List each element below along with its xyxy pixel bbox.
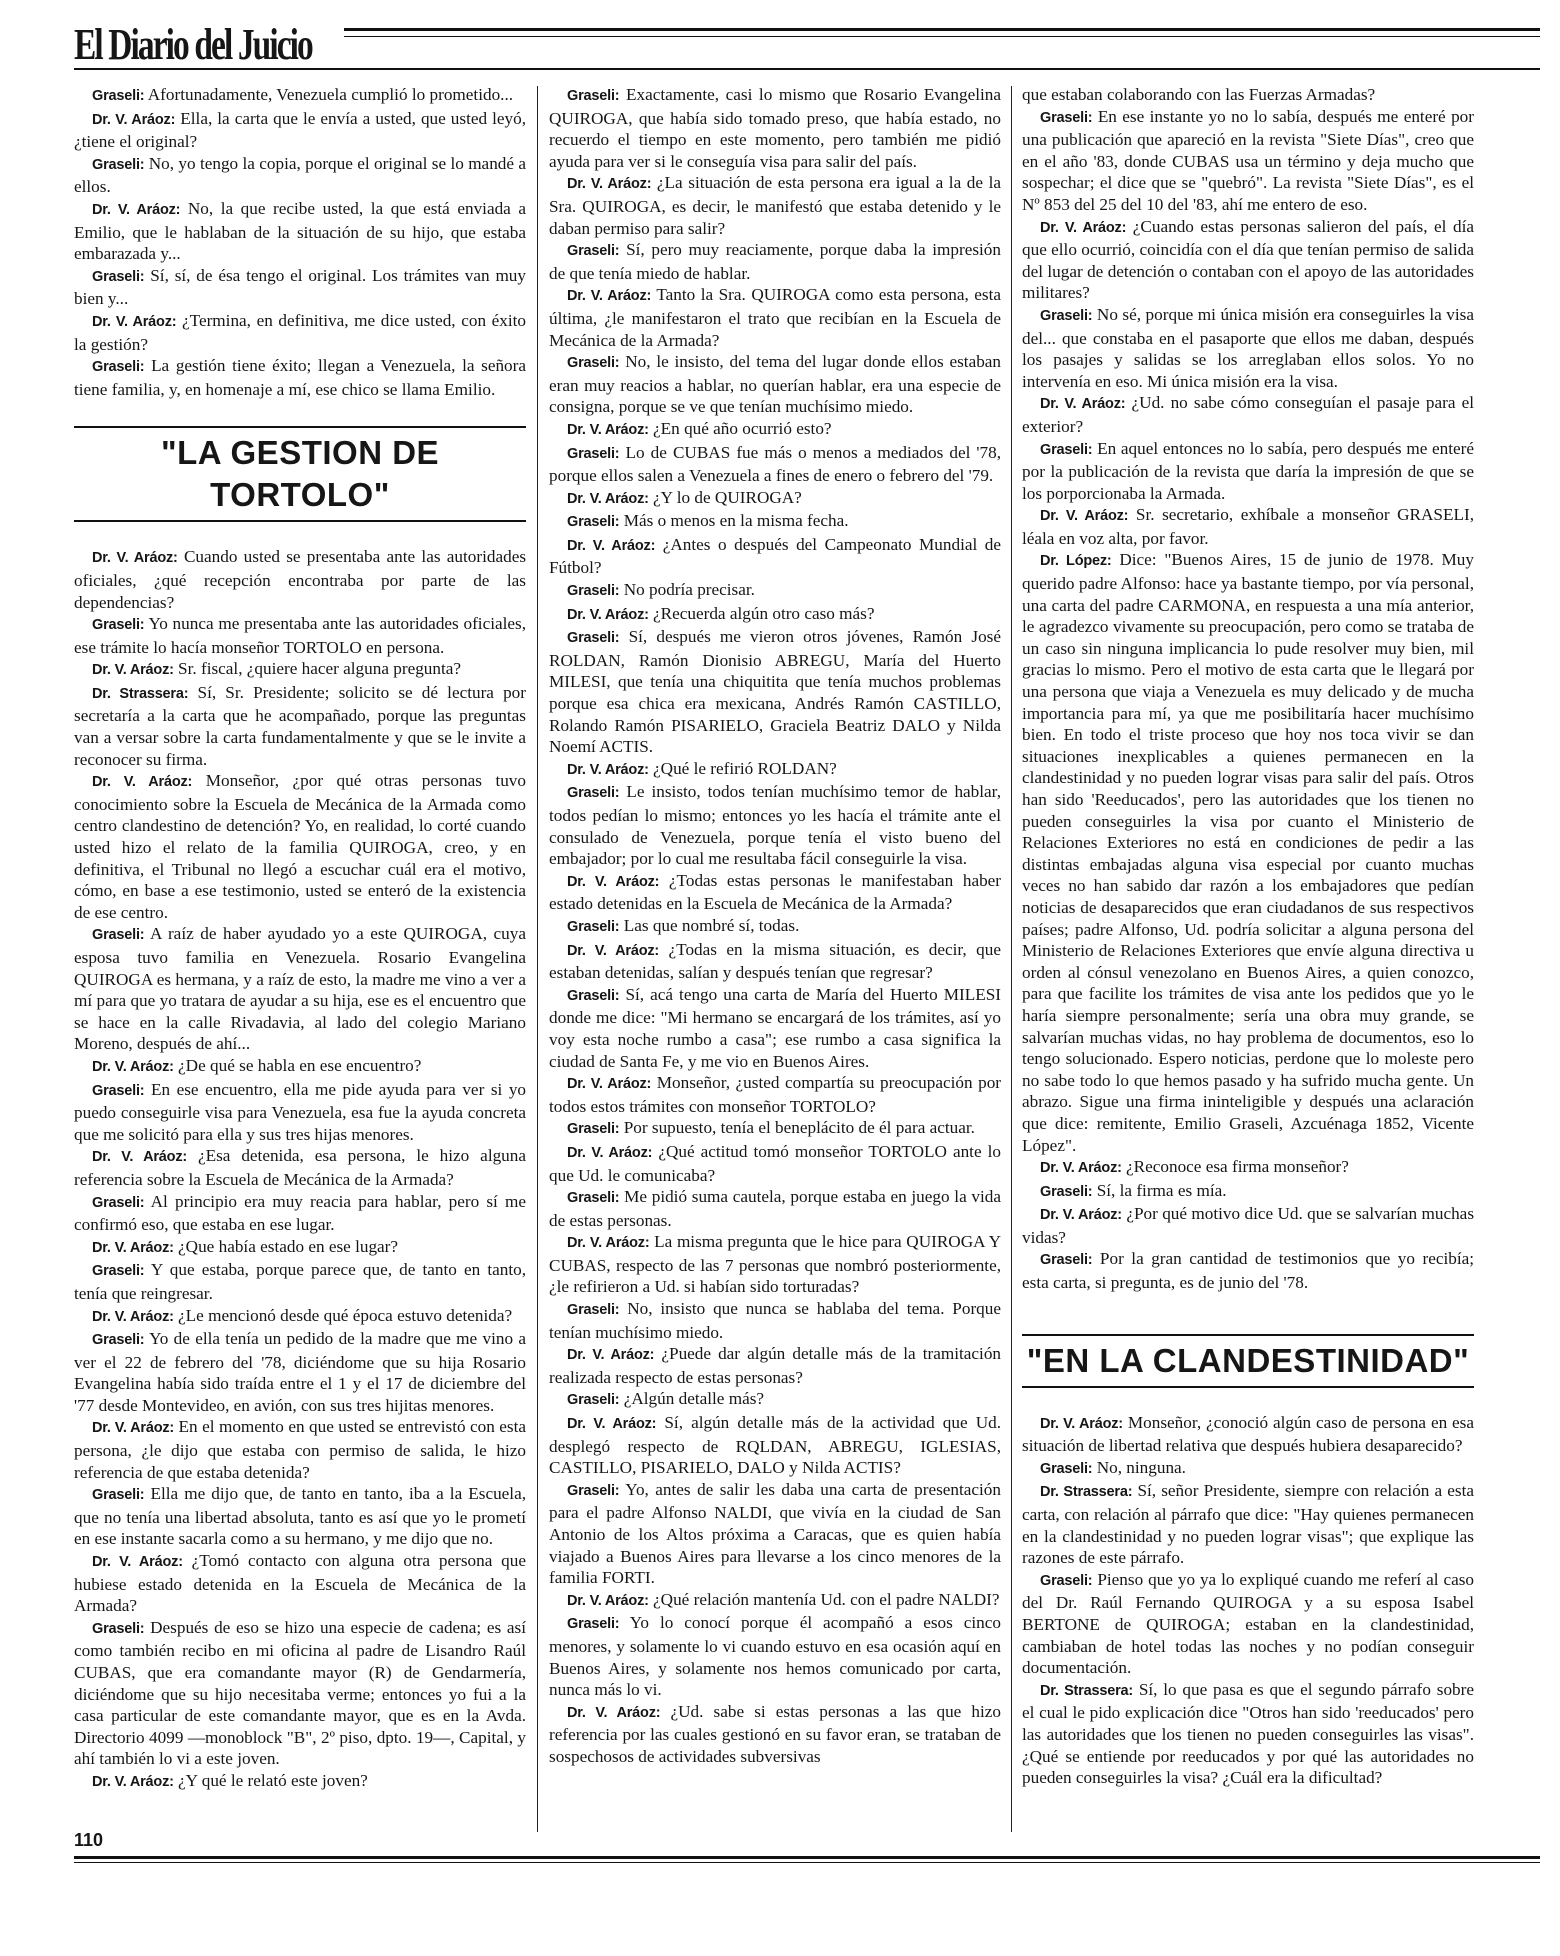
testimony-paragraph bbox=[549, 579, 1001, 603]
section-heading bbox=[1022, 1334, 1474, 1388]
speaker-label: Dr. V. Aráoz: bbox=[92, 201, 181, 218]
speaker-label: Graseli: bbox=[567, 1302, 620, 1319]
paragraph-text: Sí, pero muy reaciamente, porque daba la impresión de que tenía miedo de hablar. bbox=[549, 240, 1001, 283]
text-column-3 bbox=[1022, 84, 1474, 1789]
paragraph-text: ¿Ud. sabe si estas personas a las que hizo referencia por las cuales gestionó en su favor eran, se trataban de sospechosos de actividades subversivas bbox=[549, 1701, 1001, 1766]
speaker-label: Graseli: bbox=[1040, 441, 1093, 458]
paragraph-text: Ella me dijo que, de tanto en tanto, iba a la Escuela, que no tenía una libertad absoluta, tanto es así que yo le prometí en ese instante sacarla como a su hermano, y me dijo que no. bbox=[74, 1484, 526, 1549]
testimony-paragraph bbox=[74, 1079, 526, 1146]
testimony-paragraph bbox=[1022, 438, 1474, 505]
speaker-label: Graseli: bbox=[567, 445, 620, 462]
testimony-paragraph bbox=[1022, 1156, 1474, 1180]
speaker-label: Dr. V. Aráoz: bbox=[92, 1239, 174, 1256]
speaker-label: Dr. V. Aráoz: bbox=[92, 111, 176, 128]
testimony-paragraph bbox=[74, 546, 526, 613]
paragraph-text: Sí, algún detalle más de la actividad que Ud. desplegó respecto de RQLDAN, ABREGU, IGLESIAS, CASTILLO, PISARIELO, DALO y Nilda ACTIS? bbox=[549, 1413, 1002, 1478]
testimony-paragraph bbox=[74, 1770, 526, 1794]
speaker-label: Dr. V. Aráoz: bbox=[567, 490, 649, 507]
speaker-label: Graseli: bbox=[92, 927, 145, 944]
paragraph-text: Sí, Sr. Presidente; solicito se dé lectura por secretaría a la carta que he acompañado, porque las preguntas van a versar sobre la carta fundamentalmente y que se le invite a reconocer su firma. bbox=[74, 682, 526, 769]
speaker-label: Dr. V. Aráoz: bbox=[567, 1076, 652, 1093]
paragraph-text: No, la que recibe usted, la que está enviada a Emilio, que le hablaban de la situación de su hijo, que estaba embarazada y... bbox=[74, 198, 526, 264]
paragraph-text: A raíz de haber ayudado yo a este QUIROGA, cuya esposa tuvo familia en Venezuela. Rosario Evangelina QUIROGA es hermana, y a raíz de esto, la madre me vino a ver a mí para que yo tratara de ayudar a su hija, ese es el encuentro que se hace en la calle Rivadavia, al lado del colegio Mariano Moreno, después de ahí... bbox=[74, 924, 526, 1054]
testimony-paragraph bbox=[549, 1231, 1001, 1298]
paragraph-text: ¿Qué le refirió ROLDAN? bbox=[653, 758, 837, 778]
speaker-label: Graseli: bbox=[567, 88, 620, 104]
speaker-label: Dr. V. Aráoz: bbox=[92, 662, 174, 679]
paragraph-text: ¿Qué actitud tomó monseñor TORTOLO ante lo que Ud. le comunicaba? bbox=[549, 1141, 1002, 1185]
testimony-paragraph bbox=[549, 870, 1001, 915]
paragraph-text: ¿Esa detenida, esa persona, le hizo alguna referencia sobre la Escuela de Mecánica de la Armada? bbox=[74, 1146, 526, 1189]
testimony-paragraph bbox=[74, 658, 526, 682]
paragraph-text: La gestión tiene éxito; llegan a Venezuela, la señora tiene familia, y, en homenaje a mí, ese chico se llama Emilio. bbox=[74, 356, 527, 399]
speaker-label: Graseli: bbox=[1040, 1183, 1093, 1200]
testimony-paragraph bbox=[74, 1617, 526, 1770]
paragraph-text: Yo, antes de salir les daba una carta de presentación para el padre Alfonso NALDI, que vivía en la ciudad de San Antonio de los Altos próxima a Caracas, que es quien había viajado a Buenos Aires para llevarse a los cinco menores de la familia FORTI. bbox=[549, 1479, 1001, 1588]
testimony-paragraph bbox=[549, 758, 1001, 782]
section-heading-text: "EN LA CLANDESTINIDAD" bbox=[1026, 1341, 1470, 1379]
speaker-label: Dr. V. Aráoz: bbox=[567, 1235, 650, 1252]
testimony-paragraph bbox=[549, 1343, 1001, 1388]
testimony-paragraph bbox=[74, 153, 526, 198]
speaker-label: Dr. V. Aráoz: bbox=[92, 1420, 175, 1437]
paragraph-text: Más o menos en la misma fecha. bbox=[623, 511, 849, 531]
speaker-label: Dr. V. Aráoz: bbox=[567, 537, 656, 554]
testimony-paragraph bbox=[74, 310, 526, 355]
speaker-label: Graseli: bbox=[567, 1482, 620, 1499]
masthead-rule bbox=[74, 68, 1540, 70]
speaker-label: Dr. V. Aráoz: bbox=[92, 1773, 174, 1790]
paragraph-text: que estaban colaborando con las Fuerzas Armadas? bbox=[1022, 85, 1376, 104]
speaker-label: Dr. V. Aráoz: bbox=[567, 761, 649, 778]
speaker-label: Dr. V. Aráoz: bbox=[567, 1144, 653, 1161]
footer-rule bbox=[74, 1856, 1540, 1859]
speaker-label: Dr. Strassera: bbox=[1040, 1682, 1134, 1699]
testimony-paragraph bbox=[74, 1145, 526, 1190]
testimony-paragraph bbox=[549, 781, 1001, 869]
paragraph-text: ¿Reconoce esa firma monseñor? bbox=[1126, 1157, 1349, 1177]
paragraph-text: Monseñor, ¿conoció algún caso de persona en esa situación de libertad relativa que después hubiera desaparecido? bbox=[1022, 1412, 1474, 1456]
speaker-label: Dr. Strassera: bbox=[92, 685, 189, 702]
page-number: 110 bbox=[74, 1830, 104, 1850]
paragraph-text: ¿Ud. no sabe cómo conseguían el pasaje para el exterior? bbox=[1022, 393, 1474, 436]
paragraph-text: Dice: "Buenos Aires, 15 de junio de 1978. Muy querido padre Alfonso: hace ya bastante tiempo, por vía personal, una carta del padre CARMONA, en respuesta a una mía anterior, le agradezco vivamente su preocupación, pero como se trataba de un caso sin ninguna implicancia lo pude resolver muy bien, mil gracias lo mismo. Pero el motivo de esta carta que le llegará por una persona que viaja a Venezuela es muy delicado y de mucha importancia para mí, ya que me posibilitaría hacer muchísimo bien. En todo el triste proceso que hoy nos toca vivir se dan situaciones inexplicables a quienes permanecen en la clandestinidad y no pueden lograr visas para salir del país. Otros han sido 'Reeducados', pero las autoridades que los tienen no pueden conseguirles la visa por cuanto el Ministerio de Relaciones Exteriores no está en condiciones de pedir a las distintas embajadas alguna visa especial por cuanto muchas veces no han sabido dar razón a los embajadores que pedían noticias de desaparecidos que eran ciudadanos de sus respectivos países; padre Alfonso, Ud. podría solicitar a alguna persona del Ministerio de Relaciones Exteriores que envíe alguna directiva u orden al cónsul venezolano en Buenos Aires, a quien conozco, para que facilite los trámites de visa ante los pedidos que yo le haría siempre personalmente; sería una obra muy grande, se salvarían muchas vidas, no hay problema de documentos, eso lo tengo solucionado. Espero noticias, perdone que lo moleste pero no sabe todo lo que hemos pasado y ha sufrido mucha gente. Un abrazo. Sigue una firma ininteligible y después una aclaración que dice: remitente, Emilio Graseli, Azcuénaga 1852, Vicente López". bbox=[1022, 550, 1474, 1155]
speaker-label: Dr. V. Aráoz: bbox=[567, 606, 649, 623]
paragraph-text: Sr. fiscal, ¿quiere hacer alguna pregunta? bbox=[178, 659, 462, 679]
testimony-paragraph bbox=[549, 284, 1001, 351]
paragraph-text: ¿Puede dar algún detalle más de la tramitación realizada respecto de estas personas? bbox=[549, 1344, 1002, 1387]
speaker-label: Graseli: bbox=[567, 785, 620, 802]
testimony-paragraph bbox=[549, 1141, 1001, 1186]
speaker-label: Dr. V. Aráoz: bbox=[92, 774, 193, 791]
speaker-label: Graseli: bbox=[92, 1263, 145, 1280]
speaker-label: Dr. Strassera: bbox=[1040, 1484, 1133, 1501]
testimony-paragraph bbox=[1022, 106, 1474, 216]
speaker-label: Graseli: bbox=[1040, 1252, 1093, 1269]
paragraph-text: Al principio era muy reacia para hablar, pero sí me confirmó eso, que estaba en ese lugar. bbox=[74, 1191, 526, 1235]
section-heading-text: "LA GESTION DE TORTOLO" bbox=[160, 434, 440, 514]
testimony-paragraph bbox=[1022, 1180, 1474, 1204]
speaker-label: Graseli: bbox=[567, 1121, 620, 1138]
speaker-label: Graseli: bbox=[567, 987, 620, 1004]
testimony-paragraph bbox=[1022, 1569, 1474, 1679]
paragraph-text: ¿Todas estas personas le manifestaban haber estado detenidas en la Escuela de Mecánica de la Armada? bbox=[549, 870, 1002, 914]
testimony-paragraph bbox=[549, 1612, 1001, 1700]
speaker-label: Graseli: bbox=[567, 630, 620, 647]
speaker-label: Graseli: bbox=[92, 1487, 145, 1504]
testimony-paragraph bbox=[549, 1412, 1001, 1479]
paragraph-text: Tanto la Sra. QUIROGA como esta persona, esta última, ¿le manifestaron el trato que recibían en la Escuela de Mecánica de la Armada? bbox=[549, 285, 1001, 350]
speaker-label: Graseli: bbox=[567, 243, 620, 260]
speaker-label: Dr. V. Aráoz: bbox=[567, 1704, 661, 1721]
speaker-label: Dr. López: bbox=[1040, 553, 1112, 570]
paragraph-text: Por la gran cantidad de testimonios que yo recibía; esta carta, si pregunta, es de junio del '78. bbox=[1022, 1249, 1474, 1293]
testimony-paragraph bbox=[549, 984, 1001, 1072]
text-column-1 bbox=[74, 84, 526, 1794]
testimony-paragraph bbox=[1022, 304, 1474, 392]
paragraph-text: En el momento en que usted se entrevistó con esta persona, ¿le dijo que estaba con permiso de salida, le hizo referencia de que estaba detenida? bbox=[74, 1417, 527, 1482]
paragraph-text: ¿Todas en la misma situación, es decir, que estaban detenidas, salían y después tenían que regresar? bbox=[549, 939, 1001, 983]
paragraph-text: Sí, la firma es mía. bbox=[1096, 1180, 1227, 1200]
speaker-label: Dr. V. Aráoz: bbox=[92, 313, 177, 330]
paragraph-text: En aquel entonces no lo sabía, pero después me enteré por la publicación de la revista que daría la impresión de que se los porporcionaba la Armada. bbox=[1022, 438, 1475, 503]
testimony-paragraph bbox=[549, 1479, 1001, 1589]
speaker-label: Dr. V. Aráoz: bbox=[567, 1347, 655, 1364]
testimony-paragraph bbox=[74, 1055, 526, 1079]
speaker-label: Graseli: bbox=[92, 268, 145, 285]
paragraph-text: ¿Recuerda algún otro caso más? bbox=[653, 603, 875, 623]
speaker-label: Graseli: bbox=[92, 1620, 145, 1637]
paragraph-text: ¿Le mencionó desde qué época estuvo detenida? bbox=[178, 1305, 513, 1325]
speaker-label: Dr. V. Aráoz: bbox=[1040, 508, 1129, 525]
paragraph-text: No, le insisto, del tema del lugar donde ellos estaban eran muy reacios a hablar, no querían hablar, era una especie de consigna, porque se ve que tenían muchísimo miedo. bbox=[549, 352, 1002, 417]
speaker-label: Dr. V. Aráoz: bbox=[1040, 219, 1127, 236]
speaker-label: Dr. V. Aráoz: bbox=[567, 873, 660, 890]
paragraph-text: Yo de ella tenía un pedido de la madre que me vino a ver el 22 de febrero del '78, diciéndome que su hija Rosario Evangelina había sido traída entre el 1 y el 17 de diciembre del '77 desde Montevideo, en avión, con sus tres hijitas menores. bbox=[74, 1329, 526, 1415]
paragraph-text: Las que nombré sí, todas. bbox=[623, 915, 800, 935]
paragraph-text: Ella, la carta que le envía a usted, que usted leyó, ¿tiene el original? bbox=[74, 108, 526, 152]
paragraph-text: Sr. secretario, exhíbale a monseñor GRASELI, léala en voz alta, por favor. bbox=[1022, 505, 1474, 548]
testimony-paragraph bbox=[549, 84, 1001, 172]
testimony-paragraph bbox=[74, 1191, 526, 1236]
paragraph-text: Lo de CUBAS fue más o menos a mediados del '78, porque ellos salen a Venezuela a fines de enero o febrero del '79. bbox=[549, 442, 1001, 486]
speaker-label: Graseli: bbox=[1040, 1572, 1093, 1589]
testimony-paragraph bbox=[74, 613, 526, 658]
speaker-label: Dr. V. Aráoz: bbox=[92, 1554, 183, 1571]
paragraph-text: No, yo tengo la copia, porque el original se lo mandé a ellos. bbox=[74, 153, 526, 197]
testimony-paragraph bbox=[549, 418, 1001, 442]
paragraph-text: En ese encuentro, ella me pide ayuda para ver si yo puedo conseguirle visa para Venezuela, esa fue la ayuda concreta que me solicitó para ella y sus tres hijas menores. bbox=[74, 1079, 527, 1144]
testimony-paragraph bbox=[74, 1483, 526, 1550]
paragraph-text: Por supuesto, tenía el beneplácito de él para actuar. bbox=[623, 1118, 975, 1138]
speaker-label: Graseli: bbox=[567, 514, 620, 531]
speaker-label: Dr. V. Aráoz: bbox=[567, 1416, 657, 1433]
paragraph-text: Exactamente, casi lo mismo que Rosario Evangelina QUIROGA, que había sido tomado preso, que había estado, no recuerdo el tiempo en este momento, pero también me pidió ayuda para ver si le conseguía visa para salir del país. bbox=[549, 85, 1002, 171]
paragraph-text: Sí, lo que pasa es que el segundo párrafo sobre el cual le pido explicación dice "Otros han sido 'reeducados' pero las autoridades que los tienen no pueden conseguirles las visas". ¿Qué se entiende por reeducados y por qué las autoridades no pueden conseguirles la visa? ¿Cuál era la dificultad? bbox=[1022, 1679, 1474, 1788]
testimony-paragraph bbox=[549, 442, 1001, 487]
speaker-label: Graseli: bbox=[92, 359, 145, 376]
testimony-paragraph bbox=[1022, 84, 1474, 106]
paragraph-text: Yo lo conocí porque él acompañó a esos cinco menores, y solamente lo vi cuando estuvo en esa ocasión aquí en Buenos Aires, y solamente nos hemos comunicado por carta, nunca más lo vi. bbox=[549, 1613, 1001, 1700]
testimony-paragraph bbox=[1022, 1412, 1474, 1457]
paragraph-text: ¿Qué relación mantenía Ud. con el padre NALDI? bbox=[653, 1589, 1000, 1609]
masthead-rule bbox=[344, 28, 1540, 31]
paragraph-text: ¿De qué se habla en ese encuentro? bbox=[178, 1055, 422, 1075]
paragraph-text: Sí, acá tengo una carta de María del Huerto MILESI donde me dice: "Mi hermano se encargará de los trámites, así yo voy esta noche rumbo a casa"; ese rumbo a casa significa la ciudad de Santa Fe, y me vio en Buenos Aires. bbox=[549, 984, 1001, 1071]
paragraph-text: ¿Algún detalle más? bbox=[623, 1389, 765, 1409]
testimony-paragraph bbox=[1022, 1480, 1474, 1568]
paragraph-text: Afortunadamente, Venezuela cumplió lo prometido... bbox=[147, 85, 514, 104]
testimony-paragraph bbox=[549, 510, 1001, 534]
testimony-paragraph bbox=[1022, 1457, 1474, 1481]
testimony-paragraph bbox=[549, 534, 1001, 579]
publication-title: El Diario del Juicio bbox=[74, 20, 312, 69]
paragraph-text: Sí, sí, de ésa tengo el original. Los trámites van muy bien y... bbox=[74, 265, 526, 309]
testimony-paragraph bbox=[74, 1259, 526, 1304]
testimony-paragraph bbox=[74, 1236, 526, 1260]
speaker-label: Graseli: bbox=[1040, 109, 1093, 126]
testimony-paragraph bbox=[74, 1550, 526, 1617]
testimony-paragraph bbox=[1022, 392, 1474, 437]
testimony-paragraph bbox=[74, 108, 526, 153]
speaker-label: Dr. V. Aráoz: bbox=[1040, 1415, 1123, 1432]
paragraph-text: ¿Termina, en definitiva, me dice usted, con éxito la gestión? bbox=[74, 310, 527, 354]
speaker-label: Dr. V. Aráoz: bbox=[567, 421, 649, 438]
paragraph-text: Monseñor, ¿usted compartía su preocupación por todos estos trámites con monseñor TORTOLO? bbox=[549, 1073, 1002, 1116]
testimony-paragraph bbox=[549, 239, 1001, 284]
speaker-label: Dr. V. Aráoz: bbox=[1040, 1160, 1122, 1177]
testimony-paragraph bbox=[1022, 504, 1474, 549]
paragraph-text: No podría precisar. bbox=[623, 580, 755, 600]
paragraph-text: ¿Tomó contacto con alguna otra persona que hubiese estado detenida en la Escuela de Mecánica de la Armada? bbox=[74, 1551, 527, 1616]
speaker-label: Graseli: bbox=[567, 918, 620, 935]
testimony-paragraph bbox=[549, 1388, 1001, 1412]
paragraph-text: ¿Y qué le relató este joven? bbox=[178, 1770, 368, 1790]
testimony-paragraph bbox=[549, 487, 1001, 511]
testimony-paragraph bbox=[1022, 549, 1474, 1156]
testimony-paragraph bbox=[74, 1328, 526, 1416]
testimony-paragraph bbox=[549, 1117, 1001, 1141]
masthead-rule bbox=[344, 36, 1540, 37]
speaker-label: Graseli: bbox=[567, 1616, 620, 1633]
text-column-2 bbox=[549, 84, 1001, 1768]
speaker-label: Graseli: bbox=[1040, 307, 1093, 324]
paragraph-text: ¿Antes o después del Campeonato Mundial de Fútbol? bbox=[549, 534, 1001, 578]
speaker-label: Graseli: bbox=[1040, 1460, 1093, 1477]
paragraph-text: Me pidió suma cautela, porque estaba en juego la vida de estas personas. bbox=[549, 1187, 1001, 1230]
testimony-paragraph bbox=[549, 1589, 1001, 1613]
speaker-label: Graseli: bbox=[92, 617, 145, 634]
paragraph-text: Monseñor, ¿por qué otras personas tuvo conocimiento sobre la Escuela de Mecánica de la Armada como centro clandestino de detención? Yo, en realidad, lo corté cuando usted hizo el relato de la familia QUIROGA, creo, y en definitiva, el Tribunal no llegó a escuchar cuál era el motivo, cómo, en base a ese testimonio, usted se enteró de la existencia de ese centro. bbox=[74, 771, 526, 922]
paragraph-text: ¿En qué año ocurrió esto? bbox=[653, 418, 832, 438]
speaker-label: Graseli: bbox=[92, 156, 145, 173]
testimony-paragraph bbox=[549, 1298, 1001, 1343]
paragraph-text: Después de eso se hizo una especie de cadena; es así como también recibo en mi oficina al padre de Lisandro Raúl CUBAS, que era comandante mayor (R) de Gendarmería, diciéndome que su hijo necesitaba verme; entonces yo fui a la casa particular de este comandante mayor, que es en la Avda. Directorio 4099 —monoblock "B", 2º piso, dpto. 19—, Capital, y ahí también lo vi a este joven. bbox=[74, 1617, 527, 1769]
speaker-label: Dr. V. Aráoz: bbox=[567, 942, 660, 959]
speaker-label: Dr. V. Aráoz: bbox=[92, 1308, 174, 1325]
testimony-paragraph bbox=[1022, 1679, 1474, 1789]
speaker-label: Graseli: bbox=[567, 1392, 620, 1409]
testimony-paragraph bbox=[549, 1072, 1001, 1117]
testimony-paragraph bbox=[74, 923, 526, 1055]
testimony-paragraph bbox=[1022, 216, 1474, 304]
testimony-paragraph bbox=[74, 1416, 526, 1483]
testimony-paragraph bbox=[549, 351, 1001, 418]
testimony-paragraph bbox=[74, 1305, 526, 1329]
testimony-paragraph bbox=[549, 939, 1001, 984]
paragraph-text: ¿Cuando estas personas salieron del país, el día que ello ocurrió, coincidía con el día que tenían permiso de salida del lugar de detención o contaban con el apoyo de las autoridades militares? bbox=[1022, 216, 1475, 303]
speaker-label: Graseli: bbox=[92, 88, 145, 104]
speaker-label: Graseli: bbox=[92, 1082, 145, 1099]
testimony-paragraph bbox=[74, 355, 526, 400]
column-divider bbox=[537, 86, 538, 1832]
paragraph-text: Y que estaba, porque parece que, de tanto en tanto, tenía que reingresar. bbox=[74, 1260, 526, 1303]
testimony-paragraph bbox=[74, 682, 526, 770]
testimony-paragraph bbox=[549, 1701, 1001, 1768]
speaker-label: Graseli: bbox=[92, 1194, 145, 1211]
testimony-paragraph bbox=[549, 915, 1001, 939]
footer-rule bbox=[74, 1862, 1540, 1863]
paragraph-text: Sí, señor Presidente, siempre con relación a esta carta, con relación al párrafo que dice: "Hay quienes permanecen en la clandestinidad y no pueden lograr visas"; que explique las razones de este párrafo. bbox=[1022, 1481, 1474, 1568]
testimony-paragraph bbox=[549, 172, 1001, 239]
paragraph-text: Pienso que yo ya lo expliqué cuando me referí al caso del Dr. Raúl Fernando QUIROGA y a su esposa Isabel BERTONE de QUIROGA; estaban en la clandestinidad, cambiaban de hotel todas las noches y no podían conseguir documentación. bbox=[1022, 1569, 1474, 1678]
paragraph-text: ¿La situación de esta persona era igual a la de la Sra. QUIROGA, es decir, le manifestó que estaba detenido y le daban permiso para salir? bbox=[549, 173, 1001, 238]
speaker-label: Graseli: bbox=[567, 1190, 620, 1207]
speaker-label: Dr. V. Aráoz: bbox=[92, 1149, 188, 1166]
speaker-label: Dr. V. Aráoz: bbox=[92, 1058, 174, 1075]
paragraph-text: Le insisto, todos tenían muchísimo temor de hablar, todos pedían lo mismo; entonces yo les hacía el trámite ante el consulado de Venezuela, porque tenía el visto bueno del embajador; por lo cual me resultaba fácil conseguirle la visa. bbox=[549, 782, 1002, 869]
speaker-label: Graseli: bbox=[92, 1332, 145, 1349]
column-divider bbox=[1011, 86, 1012, 1832]
speaker-label: Dr. V. Aráoz: bbox=[92, 550, 178, 567]
paragraph-text: En ese instante yo no lo sabía, después me enteré por una publicación que apareció en la revista "Siete Días", creo que en el año '83, donde CUBAS usa un término y deja mucho que sospechar; el dice que se "quebró". La revista "Siete Días", es el Nº 853 del 25 del 10 del '83, ahí me entero de eso. bbox=[1022, 106, 1474, 214]
testimony-paragraph bbox=[549, 603, 1001, 627]
paragraph-text: ¿Por qué motivo dice Ud. que se salvarían muchas vidas? bbox=[1022, 1204, 1475, 1247]
paragraph-text: Yo nunca me presentaba ante las autoridades oficiales, ese trámite lo hacía monseñor TORTOLO en persona. bbox=[74, 614, 526, 657]
paragraph-text: No, ninguna. bbox=[1096, 1457, 1186, 1477]
speaker-label: Dr. V. Aráoz: bbox=[567, 176, 652, 193]
testimony-paragraph bbox=[74, 770, 526, 923]
paragraph-text: La misma pregunta que le hice para QUIROGA Y CUBAS, respecto de las 7 personas que nombró posteriormente, ¿le refirieron a Ud. si habían sido torturadas? bbox=[549, 1232, 1002, 1297]
masthead bbox=[74, 20, 1540, 72]
testimony-paragraph bbox=[74, 265, 526, 310]
section-heading bbox=[74, 426, 526, 522]
speaker-label: Dr. V. Aráoz: bbox=[1040, 1207, 1122, 1224]
speaker-label: Graseli: bbox=[567, 583, 620, 600]
paragraph-text: No, insisto que nunca se hablaba del tema. Porque tenían muchísimo miedo. bbox=[549, 1299, 1001, 1342]
testimony-paragraph bbox=[1022, 1203, 1474, 1248]
testimony-paragraph bbox=[74, 84, 526, 108]
testimony-paragraph bbox=[1022, 1248, 1474, 1293]
paragraph-text: ¿Y lo de QUIROGA? bbox=[653, 487, 802, 507]
testimony-paragraph bbox=[549, 626, 1001, 758]
paragraph-text: Cuando usted se presentaba ante las autoridades oficiales, ¿qué recepción encontraba por parte de las dependencias? bbox=[74, 547, 527, 612]
speaker-label: Dr. V. Aráoz: bbox=[567, 1592, 649, 1609]
paragraph-text: No sé, porque mi única misión era conseguirles la visa del... que constaba en el pasaporte que ellos me daban, después los pasajes y salidas se los arreglaban ellos solos. Yo no intervenía en eso. Mi única misión era la visa. bbox=[1022, 304, 1474, 391]
speaker-label: Dr. V. Aráoz: bbox=[567, 288, 652, 305]
paragraph-text: Sí, después me vieron otros jóvenes, Ramón José ROLDAN, Ramón Dionisio ABREGU, María del Huerto MILESI, que tenía una chiquitita que tenía muchos problemas porque esa chica era mexicana, Andrés Ramón CASTILLO, Rolando Ramón PISARIELO, Graciela Beatriz DALO y Nilda Noemí ACTIS. bbox=[549, 627, 1001, 757]
speaker-label: Graseli: bbox=[567, 355, 620, 372]
testimony-paragraph bbox=[74, 198, 526, 265]
paragraph-text: ¿Que había estado en ese lugar? bbox=[178, 1236, 399, 1256]
testimony-paragraph bbox=[549, 1186, 1001, 1231]
speaker-label: Dr. V. Aráoz: bbox=[1040, 396, 1126, 413]
